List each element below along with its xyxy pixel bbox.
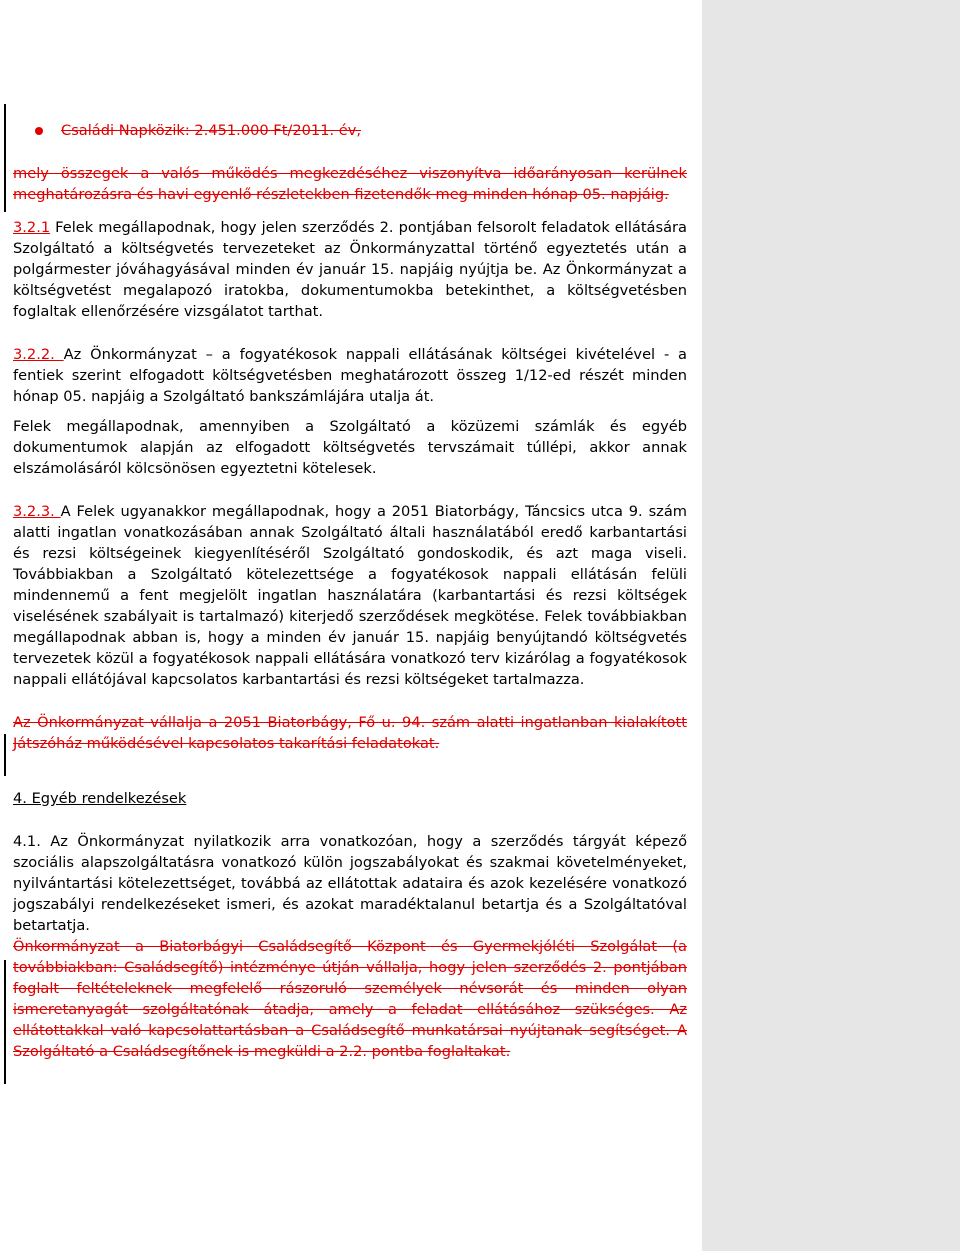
change-bar: [4, 104, 6, 212]
section-number: 3.2.1: [13, 219, 51, 236]
section-number: 3.2.2.: [13, 346, 64, 363]
deleted-paragraph: Önkormányzat a Biatorbágyi Családsegítő Központ és Gyermekjóléti Szolgálat (a továbbiakban: Családsegítő) intézménye útján vállalja, hogy jelen szerződés 2. pontjában foglalt feltételeknek megfelelő rászoruló személyek névsorát és minden olyan ismeretanyagát szolgáltatónak átadja, amely a feladat ellátásához szükséges. Az ellátottakkal való kapcsolattartásban a Családsegítő munkatársai nyújtanak segítséget. A Szolgáltató a Családsegítőnek is megküldi a 2.2. pontba foglaltakat.: [13, 938, 687, 1060]
section-number: 3.2.3.: [13, 503, 61, 520]
change-bar: [4, 960, 6, 1084]
deleted-paragraph: mely összegek a valós működés megkezdéséhez viszonyítva időarányosan kerülnek meghatározásra és havi egyenlő részletekben fizetendők meg minden hónap 05. napjáig.: [13, 165, 687, 203]
section-3-2-3: [13, 501, 687, 690]
section-3-2-2: [13, 344, 687, 407]
paragraph-felek: Felek megállapodnak, amennyiben a Szolgáltató a közüzemi számlák és egyéb dokumentumok alapján az elfogadott költségvetés tervszámait túllépi, akkor annak elszámolásáról kölcsönösen egyeztetni kötelesek.: [13, 418, 687, 477]
section-text: Az Önkormányzat – a fogyatékosok nappali ellátásának költségei kivételével - a fentiek szerint elfogadott költségvetésben meghatározott összeg 1/12-ed részét minden hónap 05. napjáig a Szolgáltató bankszámlájára utalja át.: [13, 346, 687, 405]
section-text: Felek megállapodnak, hogy jelen szerződés 2. pontjában felsorolt feladatok ellátására Szolgáltató a költségvetés tervezeteket az Önkormányzattal történő egyeztetés után a polgármester jóváhagyásával minden év január 15. napjáig nyújtja be. Az Önkormányzat a költségvetést megalapozó iratokba, dokumentumokba betekinthet, a költségvetésben foglaltak ellenőrzésére vizsgálatot tarthat.: [13, 219, 687, 320]
comment-margin-panel: [702, 0, 960, 1251]
deleted-bullet-item: [13, 120, 687, 141]
bullet-text: Családi Napközik: 2.451.000 Ft/2011. év,: [61, 122, 362, 139]
deleted-paragraph: Az Önkormányzat vállalja a 2051 Biatorbágy, Fő u. 94. szám alatti ingatlanban kialakított Játszóház működésével kapcsolatos takarítási feladatokat.: [13, 714, 687, 752]
section-heading: 4. Egyéb rendelkezések: [13, 790, 187, 807]
section-4-1: 4.1. Az Önkormányzat nyilatkozik arra vonatkozóan, hogy a szerződés tárgyát képező szociális alapszolgáltatásra vonatkozó külön jogszabályokat és szakmai követelményeket, nyilvántartási kötelezettséget, továbbá az ellátottak adataira és azok kezelésére vonatkozó jogszabályi rendelkezéseket ismeri, és azokat maradéktalanul betartja és a Szolgáltatóval betartatja.: [13, 833, 687, 934]
section-3-2-1: [13, 217, 687, 322]
section-text: A Felek ugyanakkor megállapodnak, hogy a 2051 Biatorbágy, Táncsics utca 9. szám alatti ingatlan vonatkozásában annak Szolgáltató általi használatából eredő karbantartási és rezsi költségeinek kiegyenlítéséről Szolgáltató gondoskodik, és azt maga viseli. Továbbiakban a Szolgáltató kötelezettsége a fogyatékosok nappali ellátásán felüli mindennemű a fent megjelölt ingatlan használatára (karbantartási és rezsi költségek viselésének szabályait is tartalmazó) kiterjedő szerződések megkötése. Felek továbbiakban megállapodnak abban is, hogy a minden év január 15. napjáig benyújtandó költségvetés tervezetek közül a fogyatékosok nappali ellátására vonatkozó terv kizárólag a fogyatékosok nappali ellátójával kapcsolatos karbantartási és rezsi költségeket tartalmazza.: [13, 503, 687, 688]
change-bar: [4, 734, 6, 776]
document-body: [13, 120, 687, 1062]
bullet-dot-icon: [35, 127, 43, 135]
